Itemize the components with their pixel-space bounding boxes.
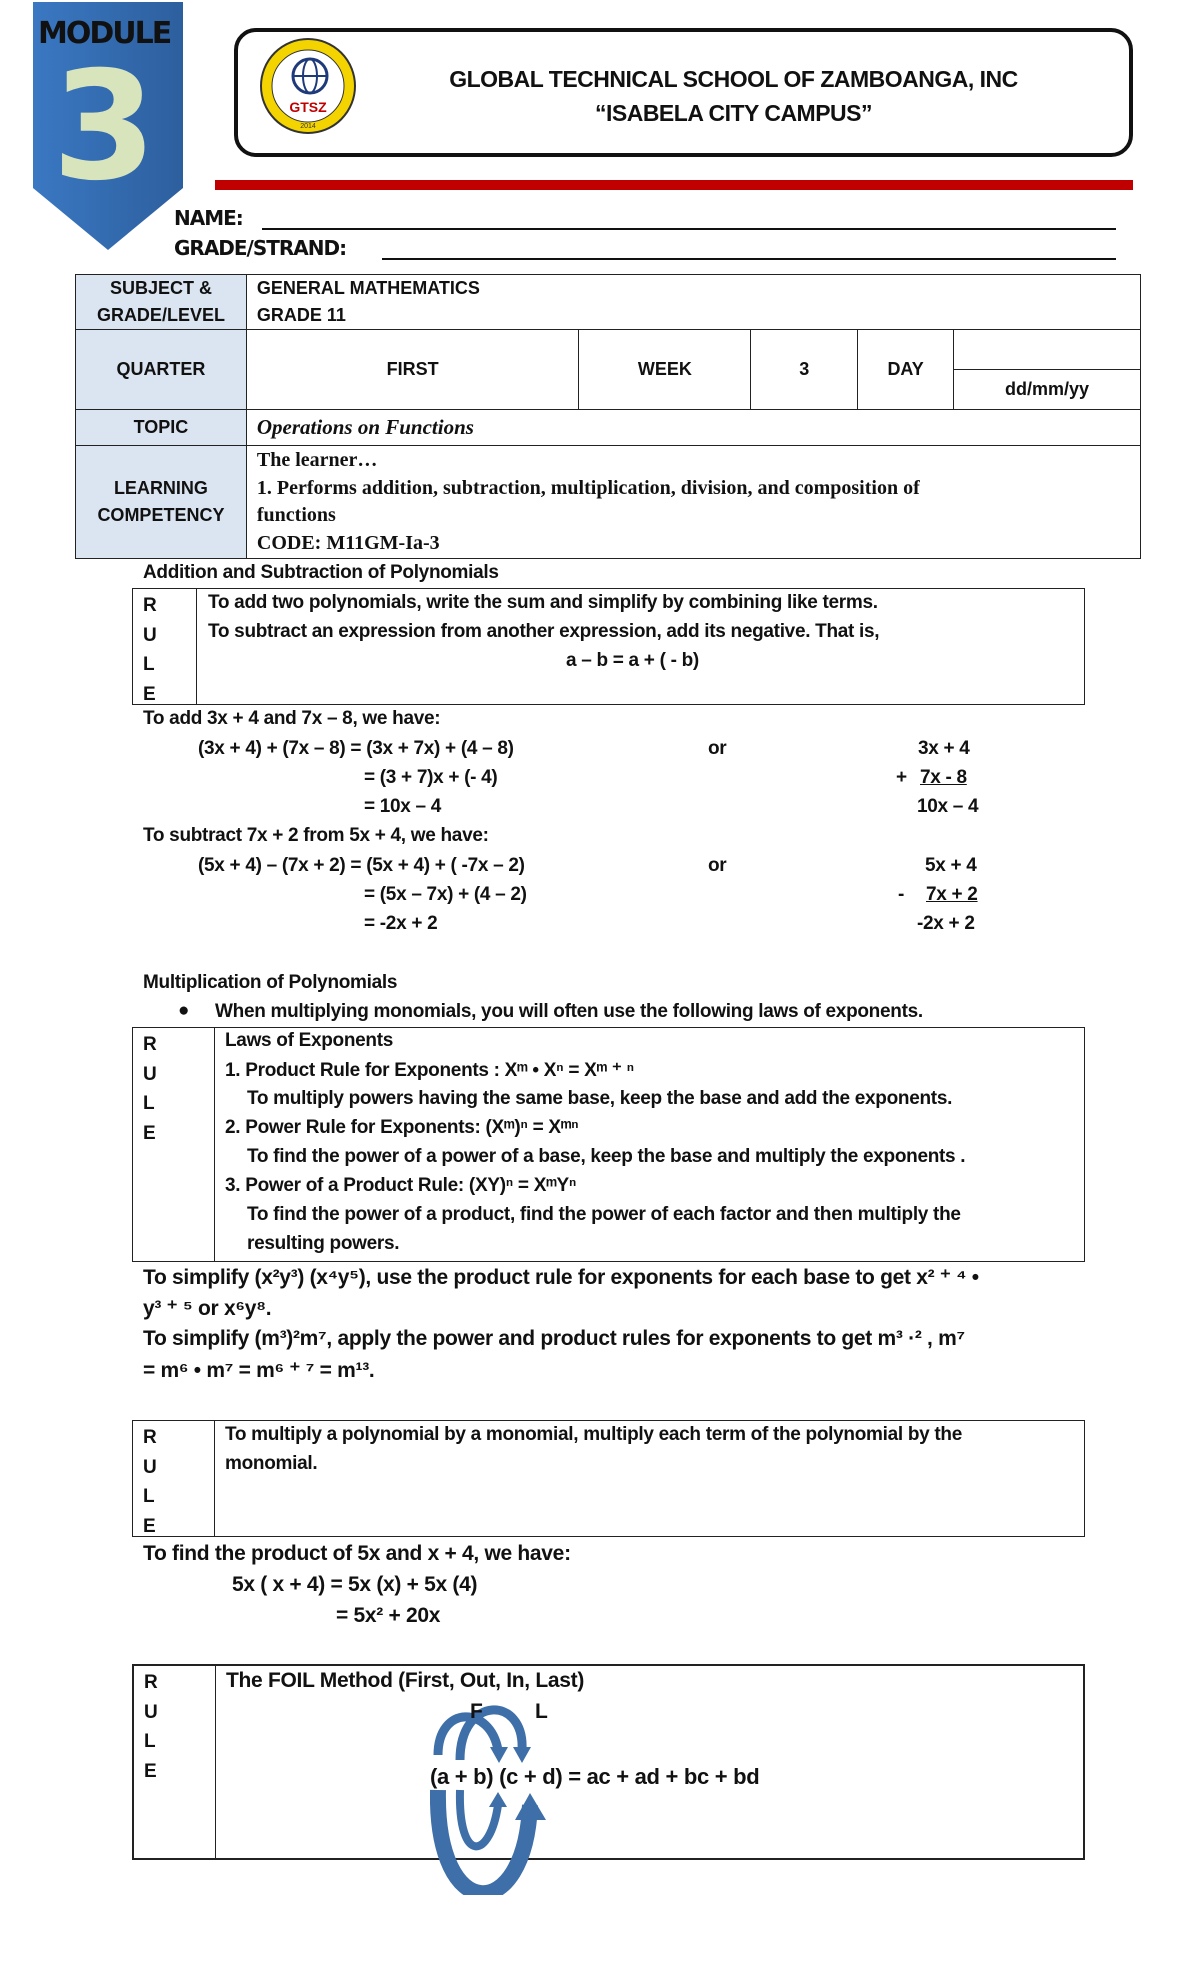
vertical-sign: - xyxy=(898,884,905,905)
simplify-text: y³ ⁺ ⁵ or x⁶y⁸. xyxy=(143,1297,272,1320)
example-line: = (5x – 7x) + (4 – 2) xyxy=(364,884,527,905)
red-divider xyxy=(215,180,1133,190)
or-label: or xyxy=(708,738,727,759)
grade-strand-label: GRADE/STRAND: xyxy=(174,236,347,260)
law-description: To find the power of a power of a base, keep the base and multiply the exponents . xyxy=(247,1146,966,1167)
subject-label: SUBJECT & xyxy=(109,278,212,298)
example-line: = 5x² + 20x xyxy=(336,1604,441,1627)
rule-letters xyxy=(144,1668,158,1786)
rule-letter: E xyxy=(143,683,156,705)
week-value: 3 xyxy=(751,330,858,410)
foil-arrows-icon xyxy=(430,1695,580,1895)
subject-label-cell xyxy=(76,275,247,330)
competency-label-2: COMPETENCY xyxy=(97,505,225,525)
example-line: = (3 + 7)x + (- 4) xyxy=(364,767,498,788)
campus-name: “ISABELA CITY CAMPUS” xyxy=(594,100,873,126)
topic-value: Operations on Functions xyxy=(246,410,1140,446)
rule-text: To multiply a polynomial by a monomial, multiply each term of the polynomial by the xyxy=(225,1424,962,1445)
rule-letter: R xyxy=(143,1427,157,1448)
rule-box-exponents xyxy=(132,1027,1085,1262)
school-name: GLOBAL TECHNICAL SCHOOL OF ZAMBOANGA, INC xyxy=(449,66,1018,92)
rule-letters xyxy=(143,591,157,709)
rule-formula: a – b = a + ( - b) xyxy=(566,650,699,671)
competency-code: CODE: M11GM-Ia-3 xyxy=(256,531,440,554)
rule-letters xyxy=(143,1423,157,1541)
section-title-addsub: Addition and Subtraction of Polynomials xyxy=(143,562,499,583)
vertical-sign: + xyxy=(896,767,907,788)
example-intro: To find the product of 5x and x + 4, we have: xyxy=(143,1542,571,1565)
competency-label: LEARNING xyxy=(113,478,208,498)
example-intro: To add 3x + 4 and 7x – 8, we have: xyxy=(143,708,441,729)
rule-letter: L xyxy=(144,1731,156,1752)
foil-title: The FOIL Method (First, Out, In, Last) xyxy=(226,1669,585,1692)
rule-text: To subtract an expression from another expression, add its negative. That is, xyxy=(208,621,880,642)
logo-text: GTSZ xyxy=(289,99,327,115)
foil-equation: (a + b) (c + d) = ac + ad + bc + bd xyxy=(430,1764,760,1789)
example-line: (5x + 4) – (7x + 2) = (5x + 4) + ( -7x – 2) xyxy=(198,855,525,876)
quarter-label: QUARTER xyxy=(76,330,247,410)
example-line: (3x + 4) + (7x – 8) = (3x + 7x) + (4 – 8) xyxy=(198,738,514,759)
date-field[interactable]: dd/mm/yy xyxy=(954,370,1141,410)
law-rule: 3. Power of a Product Rule: (XY)ⁿ = XᵐYⁿ xyxy=(225,1175,577,1196)
rule-letter: U xyxy=(143,1063,157,1085)
law-description: resulting powers. xyxy=(247,1233,400,1254)
vertical-line: 7x + 2 xyxy=(926,884,978,905)
week-label: WEEK xyxy=(579,330,751,410)
name-field[interactable] xyxy=(262,228,1116,230)
competency-line: The learner… xyxy=(256,449,378,471)
example-intro: To subtract 7x + 2 from 5x + 4, we have: xyxy=(143,825,489,846)
bullet-text: When multiplying monomials, you will often use the following laws of exponents. xyxy=(215,1001,923,1022)
grade-strand-field[interactable] xyxy=(382,258,1116,260)
laws-title: Laws of Exponents xyxy=(225,1030,394,1051)
rule-letter: E xyxy=(143,1515,156,1537)
rule-text: To add two polynomials, write the sum and simplify by combining like terms. xyxy=(208,592,878,613)
rule-letter: E xyxy=(144,1760,157,1782)
example-line: = -2x + 2 xyxy=(364,913,438,934)
law-rule: 2. Power Rule for Exponents: (Xᵐ)ⁿ = Xᵐⁿ xyxy=(225,1117,579,1138)
rule-letter: L xyxy=(143,1486,155,1507)
module-number: 3 xyxy=(52,40,157,214)
module-label: MODULE xyxy=(38,16,171,51)
rule-letter: L xyxy=(143,1093,155,1114)
rule-letter: R xyxy=(144,1672,158,1693)
rule-letter: U xyxy=(143,624,157,646)
subject-value: GENERAL MATHEMATICS xyxy=(256,278,480,298)
rule-letter: E xyxy=(143,1122,156,1144)
simplify-text: = m⁶ • m⁷ = m⁶ ⁺ ⁷ = m¹³. xyxy=(143,1359,375,1382)
section-title-mult: Multiplication of Polynomials xyxy=(143,972,398,993)
foil-first-label: F xyxy=(470,1700,483,1723)
example-line: 5x ( x + 4) = 5x (x) + 5x (4) xyxy=(232,1573,478,1596)
rule-box-foil xyxy=(132,1664,1085,1860)
vertical-result: -2x + 2 xyxy=(917,913,975,934)
day-label: DAY xyxy=(858,330,954,410)
bullet-icon: ● xyxy=(178,1000,190,1021)
competency-value xyxy=(246,446,1140,559)
rule-box-monomial xyxy=(132,1420,1085,1537)
simplify-text: To simplify (x²y³) (x⁴y⁵), use the product rule for exponents for each base to get x² ⁺ ⁴ • xyxy=(143,1266,979,1289)
competency-line: functions xyxy=(256,504,336,526)
law-rule: 1. Product Rule for Exponents : Xᵐ • Xⁿ = Xᵐ ⁺ ⁿ xyxy=(225,1060,634,1081)
rule-text: monomial. xyxy=(225,1453,318,1474)
rule-letters xyxy=(143,1030,157,1148)
rule-letter: L xyxy=(143,654,155,675)
law-description: To multiply powers having the same base, keep the base and add the exponents. xyxy=(247,1088,953,1109)
info-table xyxy=(75,274,1141,559)
logo-year: 2014 xyxy=(300,123,316,130)
quarter-value: FIRST xyxy=(246,330,579,410)
rule-letter: R xyxy=(143,595,157,616)
rule-letter: R xyxy=(143,1034,157,1055)
rule-letter: U xyxy=(144,1701,158,1723)
simplify-text: To simplify (m³)²m⁷, apply the power and product rules for exponents to get m³ ·² , m⁷ xyxy=(143,1327,965,1350)
example-line: = 10x – 4 xyxy=(364,796,442,817)
grade-value: GRADE 11 xyxy=(256,305,346,325)
foil-last-label: L xyxy=(535,1700,548,1723)
topic-label: TOPIC xyxy=(76,410,247,446)
day-value[interactable] xyxy=(954,330,1141,370)
vertical-line: 3x + 4 xyxy=(918,738,970,759)
law-description: To find the power of a product, find the power of each factor and then multiply the xyxy=(247,1204,961,1225)
rule-box-addsub xyxy=(132,588,1085,705)
competency-line: 1. Performs addition, subtraction, multiplication, division, and composition of xyxy=(256,476,920,499)
name-label: NAME: xyxy=(174,206,243,230)
school-header xyxy=(234,28,1133,157)
grade-level-label: GRADE/LEVEL xyxy=(96,305,225,325)
vertical-line: 7x - 8 xyxy=(920,767,967,788)
rule-letter: U xyxy=(143,1456,157,1478)
vertical-result: 10x – 4 xyxy=(917,796,979,817)
vertical-line: 5x + 4 xyxy=(925,855,977,876)
or-label: or xyxy=(708,855,727,876)
